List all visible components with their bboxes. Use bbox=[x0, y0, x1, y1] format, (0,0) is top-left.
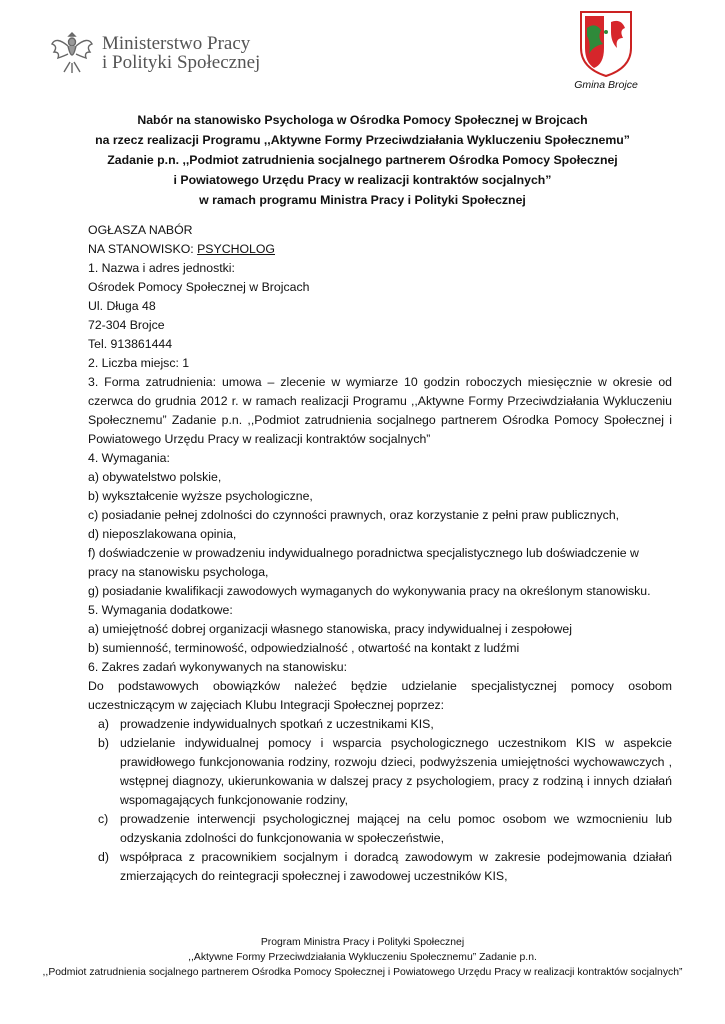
title-line: i Powiatowego Urzędu Pracy w realizacji kontraktów socjalnych” bbox=[173, 173, 552, 187]
ministry-logo bbox=[50, 30, 260, 76]
task-item bbox=[88, 715, 672, 734]
task-marker: c) bbox=[98, 812, 109, 826]
section-2: 2. Liczba miejsc: 1 bbox=[88, 356, 190, 370]
position-value: PSYCHOLOG bbox=[197, 242, 275, 256]
requirement-item: a) obywatelstwo polskie, bbox=[88, 470, 222, 484]
task-list bbox=[88, 715, 672, 886]
task-text: udzielanie indywidualnej pomocy i wsparcia psychologicznego uczestnikom KIS w aspekcie prawidłowego funkcjonowania rodziny, rozwoju dzieci, podwyższenia umiejętności wychowawczych , wstępnej diagnozy, ukierunkowania w dalszej pracy z psychologiem, pracy z rodziną i innych działań wspomagających funkcjonowanie rodziny, bbox=[120, 736, 672, 807]
task-text: współpraca z pracownikiem socjalnym i doradcą zawodowym w zakresie podejmowania działań zmierzających do reintegracji społecznej i zawodowej uczestników KIS, bbox=[120, 850, 672, 883]
task-marker: d) bbox=[98, 850, 109, 864]
unit-name: Ośrodek Pomocy Społecznej w Brojcach bbox=[88, 280, 310, 294]
position-prefix: NA STANOWISKO: bbox=[88, 242, 198, 256]
task-marker: a) bbox=[98, 717, 109, 731]
requirement-item: c) posiadanie pełnej zdolności do czynności prawnych, oraz korzystanie z pełni praw publicznych, bbox=[88, 508, 620, 522]
additional-requirement-item: a) umiejętność dobrej organizacji własnego stanowiska, pracy indywidualnej i zespołowej bbox=[88, 622, 572, 636]
task-marker: b) bbox=[98, 736, 109, 750]
announce-heading: OGŁASZA NABÓR bbox=[88, 223, 193, 237]
section-4-heading: 4. Wymagania: bbox=[88, 451, 170, 465]
section-6-intro: Do podstawowych obowiązków należeć będzie udzielanie specjalistycznej pomocy osobom uczestniczącym w zajęciach Klubu Integracji Społecznej poprzez: bbox=[88, 679, 672, 712]
task-item bbox=[88, 810, 672, 848]
title-line: Zadanie p.n. ,,Podmiot zatrudnienia socjalnego partnerem Ośrodka Pomocy Społecznej bbox=[107, 153, 618, 167]
footer-line: Program Ministra Pracy i Polityki Społecznej bbox=[260, 937, 465, 948]
task-text: prowadzenie indywidualnych spotkań z uczestnikami KIS, bbox=[120, 717, 434, 731]
ministry-name-line2: i Polityki Społecznej bbox=[102, 52, 261, 73]
page-footer bbox=[20, 935, 705, 980]
footer-line: ,,Aktywne Formy Przeciwdziałania Wykluczeniu Społecznemu” Zadanie p.n. bbox=[188, 952, 537, 963]
gmina-coat-of-arms-icon bbox=[577, 8, 635, 78]
gmina-logo bbox=[566, 8, 646, 91]
section-1-heading: 1. Nazwa i adres jednostki: bbox=[88, 261, 235, 275]
gmina-caption: Gmina Brojce bbox=[574, 79, 638, 91]
section-3: 3. Forma zatrudnienia: umowa – zlecenie w wymiarze 10 godzin roboczych miesięcznie w okresie od czerwca do grudnia 2012 r. w ramach realizacji Programu ,,Aktywne Formy Przeciwdziałania Wykluczeniu Społecznemu” Zadanie p.n. ,,Podmiot zatrudnienia socjalnego partnerem Ośrodka Pomocy Społecznej i Powiatowego Urzędu Pracy w realizacji kontraktów socjalnych” bbox=[88, 375, 672, 446]
polish-eagle-emblem-icon bbox=[50, 30, 94, 76]
section-6-heading: 6. Zakres zadań wykonywanych na stanowisku: bbox=[88, 660, 348, 674]
requirement-item: b) wykształcenie wyższe psychologiczne, bbox=[88, 489, 313, 503]
unit-phone: Tel. 913861444 bbox=[88, 337, 173, 351]
document-title bbox=[40, 110, 685, 210]
task-item bbox=[88, 848, 672, 886]
requirement-item: d) nieposzlakowana opinia, bbox=[88, 527, 237, 541]
announcement-body bbox=[88, 221, 672, 886]
task-item bbox=[88, 734, 672, 810]
unit-street: Ul. Długa 48 bbox=[88, 299, 156, 313]
title-line: w ramach programu Ministra Pracy i Polityki Społecznej bbox=[199, 193, 526, 207]
footer-line: ,,Podmiot zatrudnienia socjalnego partnerem Ośrodka Pomocy Społecznej i Powiatowego Urzędu Pracy w realizacji kontraktów socjalnych” bbox=[42, 967, 683, 978]
title-line: Nabór na stanowisko Psychologa w Ośrodka Pomocy Społecznej w Brojcach bbox=[137, 113, 588, 127]
ministry-name-line1: Ministerstwo Pracy bbox=[102, 33, 251, 54]
title-line: na rzecz realizacji Programu ,,Aktywne Formy Przeciwdziałania Wykluczeniu Społecznemu” bbox=[95, 133, 630, 147]
position-line bbox=[88, 240, 672, 259]
additional-requirement-item: b) sumienność, terminowość, odpowiedzialność , otwartość na kontakt z ludźmi bbox=[88, 641, 520, 655]
requirement-item: f) doświadczenie w prowadzeniu indywidualnego poradnictwa specjalistycznego lub doświadczenie w pracy na stanowisku psychologa, bbox=[88, 546, 639, 579]
requirement-item: g) posiadanie kwalifikacji zawodowych wymaganych do wykonywania pracy na określonym stanowisku. bbox=[88, 584, 651, 598]
task-text: prowadzenie interwencji psychologicznej mającej na celu pomoc osobom we wzmocnieniu lub odzyskania zdolności do funkcjonowania w społeczeństwie, bbox=[120, 812, 672, 845]
section-5-heading: 5. Wymagania dodatkowe: bbox=[88, 603, 233, 617]
unit-postal: 72-304 Brojce bbox=[88, 318, 165, 332]
